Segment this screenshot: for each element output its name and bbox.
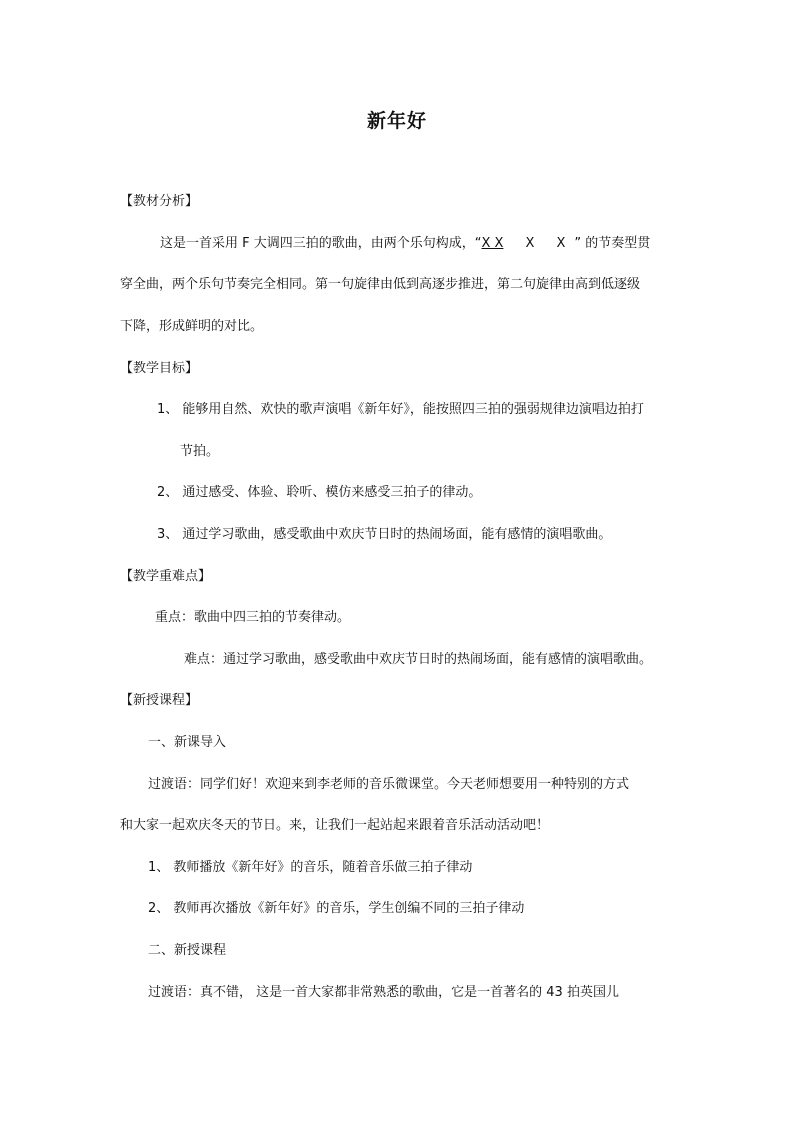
analysis-line-2: 穿全曲，两个乐句节奏完全相同。第一句旋律由低到高逐步推进，第二句旋律由高到低逐级: [120, 277, 641, 292]
transition-1a: 过渡语：同学们好！欢迎来到李老师的音乐微课堂。今天老师想要用一种特别的方式: [148, 777, 630, 792]
rhythm-notation-plain: X X: [525, 236, 575, 251]
analysis-line-1: [160, 234, 650, 254]
analysis-heading: 【教材分析】: [120, 194, 199, 209]
analysis-line-3: 下降，形成鲜明的对比。: [120, 319, 264, 334]
difficult-point: 难点：通过学习歌曲，感受歌曲中欢庆节日时的热闹场面，能有感情的演唱歌曲。: [184, 652, 653, 667]
part-2-heading: 二、新授课程: [148, 943, 227, 958]
goals-heading: 【教学目标】: [120, 361, 199, 376]
new-lesson-heading: 【新授课程】: [120, 693, 199, 708]
goal-item-1: 1、 能够用自然、欢快的歌声演唱《新年好》，能按照四三拍的强弱规律边演唱边拍打: [157, 402, 644, 417]
step-1: 1、 教师播放《新年好》的音乐，随着音乐做三拍子律动: [148, 860, 473, 875]
key-point: 重点：歌曲中四三拍的节奏律动。: [155, 610, 351, 625]
goal-item-3: 3、 通过学习歌曲，感受歌曲中欢庆节日时的热闹场面，能有感情的演唱歌曲。: [157, 527, 612, 542]
analysis-line-1-pre: 这是一首采用 F 大调四三拍的歌曲，由两个乐句构成，“: [160, 236, 482, 251]
key-points-heading: 【教学重难点】: [120, 569, 212, 584]
goal-item-2: 2、 通过感受、体验、聆听、模仿来感受三拍子的律动。: [157, 485, 482, 500]
goal-item-1-continued: 节拍。: [180, 444, 220, 459]
step-2: 2、 教师再次播放《新年好》的音乐，学生创编不同的三拍子律动: [148, 901, 525, 916]
transition-1b: 和大家一起欢庆冬天的节日。来，让我们一起站起来跟着音乐活动活动吧！: [120, 818, 550, 833]
page-title: 新年好: [366, 110, 427, 132]
rhythm-notation-underlined: X X: [481, 236, 504, 251]
part-1-heading: 一、新课导入: [148, 735, 227, 750]
transition-2: 过渡语：真不错， 这是一首大家都非常熟悉的歌曲，它是一首著名的 43 拍英国儿: [148, 985, 619, 1000]
analysis-line-1-post: ” 的节奏型贯: [574, 236, 651, 251]
